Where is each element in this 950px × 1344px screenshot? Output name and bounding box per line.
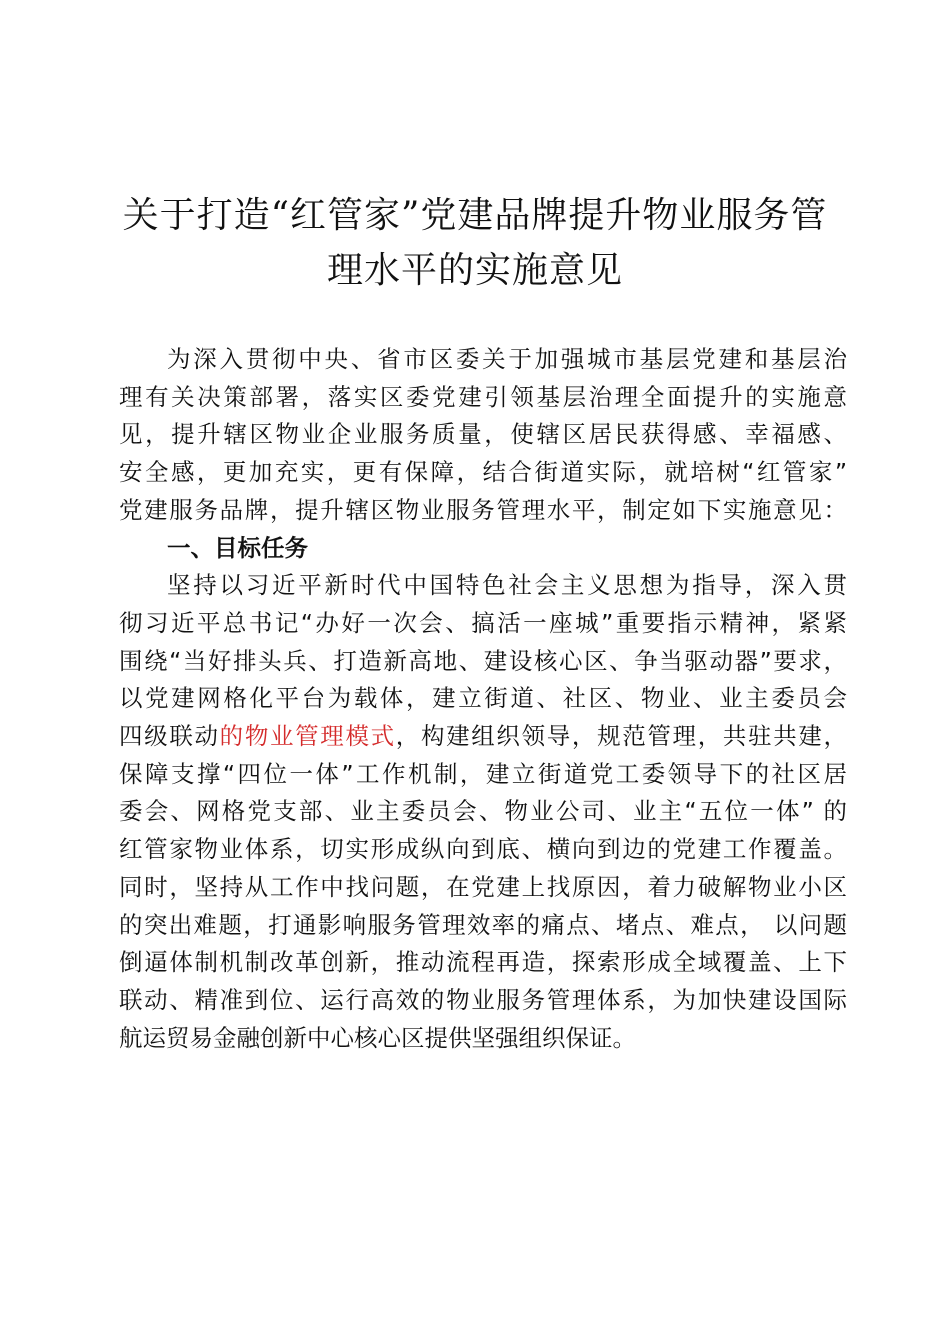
section-line: 红管家物业体系，切实形成纵向到底、横向到边的党建工作覆盖。 — [119, 835, 847, 864]
section-line: 的突出难题，打通影响服务管理效率的痛点、堵点、难点， 以问题 — [119, 910, 847, 939]
section-line: 围绕“当好排头兵、打造新高地、建设核心区、争当驱动器”要求， — [119, 646, 847, 675]
section-line-with-highlight — [119, 718, 847, 756]
section-line: 联动、精准到位、运行高效的物业服务管理体系，为加快建设国际 — [119, 985, 847, 1014]
section-line: 彻习近平总书记“办好一次会、搞活一座城”重要指示精神，紧紧 — [119, 608, 847, 637]
section-line-last: 航运贸易金融创新中心核心区提供坚强组织保证。 — [119, 1023, 636, 1052]
document-body — [119, 341, 847, 1057]
red-line-suffix: ，构建组织领导，规范管理，共驻共建， — [395, 722, 848, 751]
intro-line: 党建服务品牌，提升辖区物业服务管理水平，制定如下实施意见： — [119, 495, 847, 524]
section-line: 保障支撑“四位一体”工作机制，建立街道党工委领导下的社区居 — [119, 759, 847, 788]
title-line-2: 理水平的实施意见 — [326, 250, 623, 291]
intro-line: 安全感，更加充实，更有保障，结合街道实际，就培树“红管家” — [119, 458, 847, 487]
section-line: 以党建网格化平台为载体，建立街道、社区、物业、业主委员会 — [119, 684, 847, 713]
section-line: 委会、网格党支部、业主委员会、物业公司、业主“五位一体” 的 — [119, 797, 847, 826]
intro-line: 为深入贯彻中央、省市区委关于加强城市基层党建和基层治 — [167, 345, 847, 373]
section-heading: 一、目标任务 — [167, 533, 308, 562]
highlighted-text: 的物业管理模式 — [219, 722, 396, 751]
intro-line: 理有关决策部署，落实区委党建引领基层治理全面提升的实施意 — [119, 382, 847, 411]
intro-line: 见，提升辖区物业企业服务质量，使辖区居民获得感、幸福感、 — [119, 420, 847, 449]
red-line-prefix: 四级联动 — [119, 722, 220, 751]
section-line: 同时，坚持从工作中找问题，在党建上找原因，着力破解物业小区 — [119, 872, 847, 901]
document-title — [100, 188, 850, 298]
section-line: 坚持以习近平新时代中国特色社会主义思想为指导，深入贯 — [167, 571, 847, 600]
title-line-1: 关于打造“红管家”党建品牌提升物业服务管 — [122, 195, 828, 236]
section-line: 倒逼体制机制改革创新，推动流程再造，探索形成全域覆盖、上下 — [119, 948, 847, 977]
